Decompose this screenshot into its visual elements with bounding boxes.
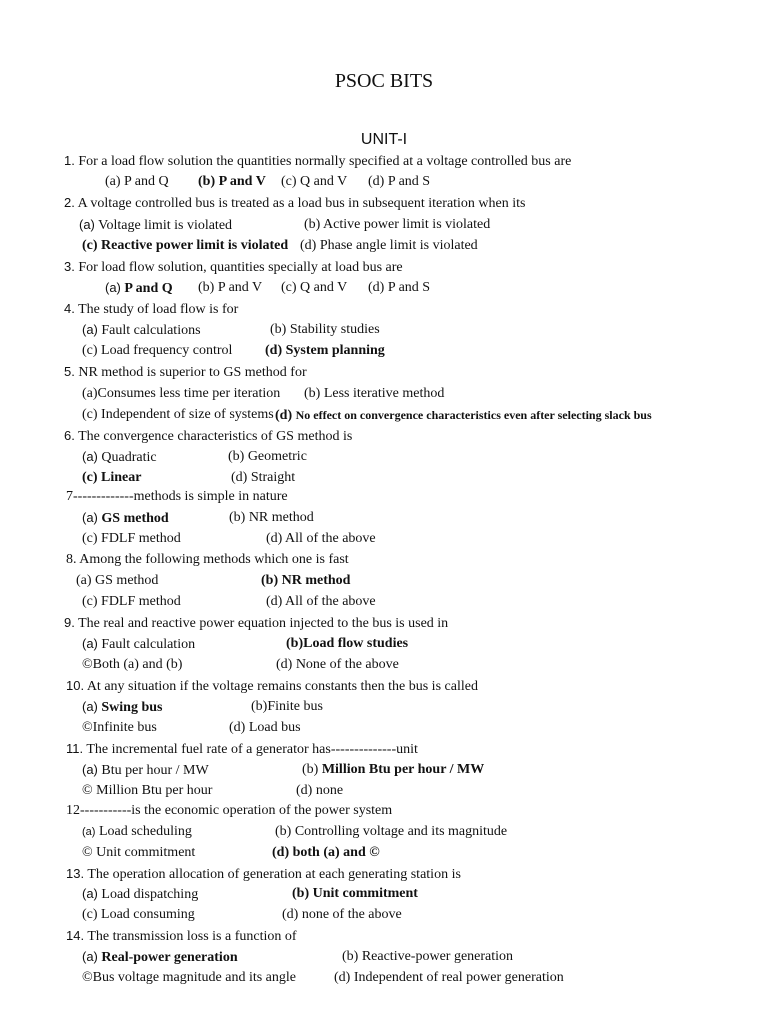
q14-option-a-answer <box>82 948 238 967</box>
q1-option-c: (c) Q and V <box>281 174 348 189</box>
q1-option-a: (a) P and Q <box>105 174 169 189</box>
q5-option-a: (a)Consumes less time per iteration <box>82 386 281 401</box>
unit-heading: UNIT-I <box>360 131 408 148</box>
option-label: (a) <box>82 826 96 838</box>
page-title: PSOC BITS <box>334 70 434 92</box>
option-label: (a) <box>82 762 98 777</box>
q11-option-a <box>82 761 209 780</box>
question-text: A voltage controlled bus is treated as a load bus in subsequent iteration when its <box>77 196 526 211</box>
question-5 <box>64 363 307 382</box>
question-text: The real and reactive power equation injected to the bus is used in <box>78 616 449 631</box>
question-10 <box>66 677 478 696</box>
q11-option-d: (d) none <box>296 783 344 798</box>
q3-option-c: (c) Q and V <box>281 280 348 295</box>
q6-option-d: (d) Straight <box>231 470 296 485</box>
question-4 <box>64 300 238 319</box>
q11-option-b-answer <box>302 761 484 779</box>
question-text: The study of load flow is for <box>78 302 239 317</box>
q3-option-b: (b) P and V <box>198 280 263 295</box>
q3-option-d: (d) P and S <box>368 280 431 295</box>
option-text: Voltage limit is violated <box>98 218 233 233</box>
option-text: Real-power generation <box>101 950 238 965</box>
question-number: 4. <box>64 301 75 316</box>
question-text: The convergence characteristics of GS method is <box>78 429 353 444</box>
option-text: GS method <box>101 511 169 526</box>
q5-option-b: (b) Less iterative method <box>304 386 445 401</box>
option-label: (a) <box>105 280 121 295</box>
option-text: Quadratic <box>101 450 157 465</box>
q12-option-d-answer: (d) both (a) and © <box>272 845 380 860</box>
question-9 <box>64 614 448 633</box>
question-number: 9. <box>64 615 75 630</box>
question-13 <box>66 865 461 884</box>
q13-option-b-answer: (b) Unit commitment <box>292 886 418 901</box>
q11-option-c: © Million Btu per hour <box>82 783 213 798</box>
question-text: For a load flow solution the quantities normally specified at a voltage controlled bus are <box>78 154 572 169</box>
q9-option-a <box>82 635 195 654</box>
option-label: (d) <box>275 408 293 423</box>
q2-option-c-answer: (c) Reactive power limit is violated <box>82 238 289 253</box>
question-number: 5. <box>64 364 75 379</box>
q10-option-b: (b)Finite bus <box>251 699 323 714</box>
question-number: 6. <box>64 428 75 443</box>
q7-option-a-answer <box>82 509 169 528</box>
q14-option-c: ©Bus voltage magnitude and its angle <box>82 970 296 985</box>
question-3 <box>64 258 403 277</box>
q4-option-a <box>82 321 201 340</box>
question-number: 10. <box>66 678 85 693</box>
q4-option-c: (c) Load frequency control <box>82 343 233 358</box>
q6-option-a <box>82 448 157 467</box>
question-8: 8. Among the following methods which one is fast <box>66 552 349 567</box>
q8-option-d: (d) All of the above <box>266 594 376 609</box>
option-text: Fault calculations <box>101 323 201 338</box>
q5-option-c: (c) Independent of size of systems <box>82 407 274 422</box>
q1-option-b-answer: (b) P and V <box>198 174 266 189</box>
q10-option-d: (d) Load bus <box>229 720 301 735</box>
q12-option-b: (b) Controlling voltage and its magnitude <box>275 824 508 839</box>
question-text: The incremental fuel rate of a generator has--------------unit <box>86 742 418 757</box>
option-label: (a) <box>82 510 98 525</box>
q3-option-a-answer <box>105 279 173 298</box>
question-2 <box>64 194 525 213</box>
q9-option-d: (d) None of the above <box>276 657 399 672</box>
q6-option-c-answer: (c) Linear <box>82 470 142 485</box>
q14-option-b: (b) Reactive-power generation <box>342 949 514 964</box>
q2-option-a <box>79 216 232 235</box>
question-text: At any situation if the voltage remains constants then the bus is called <box>86 679 478 694</box>
q13-option-a <box>82 885 198 904</box>
q10-option-a-answer <box>82 698 162 717</box>
option-text: Load scheduling <box>98 824 192 839</box>
question-11 <box>66 740 418 759</box>
q2-option-b: (b) Active power limit is violated <box>304 217 491 232</box>
q8-option-a: (a) GS method <box>76 573 159 588</box>
option-text: Swing bus <box>101 700 163 715</box>
question-text: The transmission loss is a function of <box>87 929 297 944</box>
q4-option-d-answer: (d) System planning <box>265 343 385 358</box>
q7-option-b: (b) NR method <box>229 510 314 525</box>
q12-option-c: © Unit commitment <box>82 845 196 860</box>
q4-option-b: (b) Stability studies <box>270 322 380 337</box>
option-text: Million Btu per hour / MW <box>321 762 485 777</box>
option-text: Btu per hour / MW <box>101 763 209 778</box>
option-label: (a) <box>82 699 98 714</box>
option-label: (a) <box>82 949 98 964</box>
question-1 <box>64 152 571 171</box>
q7-option-c: (c) FDLF method <box>82 531 181 546</box>
question-text: The operation allocation of generation at each generating station is <box>87 867 461 882</box>
q9-option-b-answer: (b)Load flow studies <box>286 636 409 651</box>
q5-option-d-answer <box>275 406 652 425</box>
q10-option-c: ©Infinite bus <box>82 720 157 735</box>
q2-option-d: (d) Phase angle limit is violated <box>300 238 478 253</box>
question-7: 7-------------methods is simple in nature <box>66 489 288 504</box>
option-label: (a) <box>82 886 98 901</box>
q13-option-d: (d) none of the above <box>282 907 402 922</box>
question-number: 3. <box>64 259 75 274</box>
option-label: (b) <box>302 762 319 777</box>
option-text: Fault calculation <box>101 637 196 652</box>
question-number: 14. <box>66 928 85 943</box>
option-label: (a) <box>79 217 95 232</box>
question-number: 2. <box>64 195 75 210</box>
question-number: 1. <box>64 153 75 168</box>
q6-option-b: (b) Geometric <box>228 449 307 464</box>
question-number: 11. <box>66 741 84 756</box>
q7-option-d: (d) All of the above <box>266 531 376 546</box>
question-text: NR method is superior to GS method for <box>78 365 307 380</box>
question-12: 12-----------is the economic operation of the power system <box>66 803 393 818</box>
option-label: (a) <box>82 449 98 464</box>
q8-option-c: (c) FDLF method <box>82 594 181 609</box>
q1-option-d: (d) P and S <box>368 174 431 189</box>
q13-option-c: (c) Load consuming <box>82 907 195 922</box>
q9-option-c: ©Both (a) and (b) <box>82 657 183 672</box>
option-label: (a) <box>82 322 98 337</box>
q12-option-a <box>82 823 192 841</box>
question-text: For load flow solution, quantities specially at load bus are <box>78 260 403 275</box>
option-text: No effect on convergence characteristics even after selecting slack bus <box>295 408 652 422</box>
q8-option-b-answer: (b) NR method <box>261 573 351 588</box>
option-text: P and Q <box>124 281 173 296</box>
question-6 <box>64 427 352 446</box>
q14-option-d: (d) Independent of real power generation <box>334 970 564 985</box>
question-number: 13. <box>66 866 85 881</box>
option-text: Load dispatching <box>101 887 199 902</box>
option-label: (a) <box>82 636 98 651</box>
question-14 <box>66 927 297 946</box>
